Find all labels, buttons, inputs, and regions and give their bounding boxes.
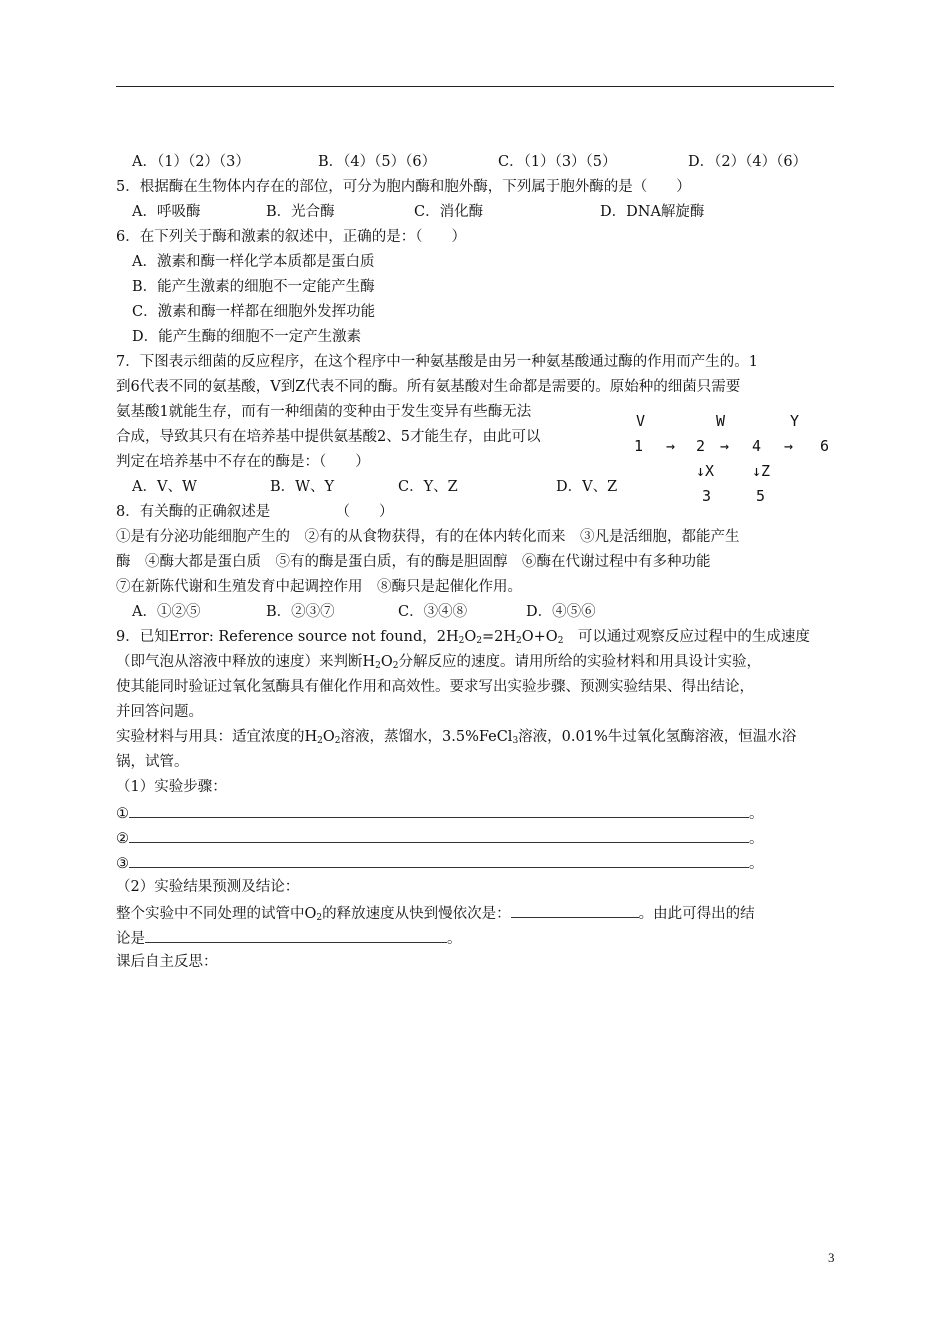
arrow-right-icon: → [666,437,676,455]
q4-option-d: D．（2）（4）（6） [688,154,808,170]
q7-line-1: 7．下图表示细菌的反应程序，在这个程序中一种氨基酸是由另一种氨基酸通过酶的作用而产生的。1 [116,354,758,370]
amino-acid-3: 3 [702,487,712,505]
q8-line-1: ①是有分泌功能细胞产生的 ②有的从食物获得，有的在体内转化而来 ③凡是活细胞，都能产生 [116,529,740,545]
q7-line-4: 合成，导致其只有在培养基中提供氨基酸2、5才能生存，由此可以 [116,429,541,445]
step-2-answer-line: ② 。 [116,827,764,849]
q8-option-d: D．④⑤⑥ [526,604,596,620]
q9-line-1: 9．已知Error: Reference source not found，$2H_2O_2=2H_2O+O_2$ 可以通过观察反应过程中的生成速度 [116,629,810,646]
q5-stem: 5．根据酶在生物体内存在的部位，可分为胞内酶和胞外酶，下列属于胞外酶的是（ ） [116,179,691,195]
q8-stem: 8．有关酶的正确叙述是 （ ） [116,504,394,520]
q6-stem: 6．在下列关于酶和激素的叙述中，正确的是：（ ） [116,229,466,245]
q7-line-5: 判定在培养基中不存在的酶是：（ ） [116,454,370,470]
q7-line-3: 氨基酸1就能生存，而有一种细菌的变种由于发生变异有些酶无法 [116,404,532,420]
step-3-answer-line: ③ 。 [116,852,764,874]
arrow-right-icon: → [784,437,794,455]
q9-line-4: 并回答问题。 [116,704,203,720]
q9-result-line-1: 整个实验中不同处理的试管中$O_2$的释放速度从快到慢依次是： 。由此可得出的结 [116,902,755,924]
q4-option-c: C．（1）（3）（5） [498,154,617,170]
q5-option-a: A．呼吸酶 [132,204,201,220]
step-2-blank[interactable] [129,827,749,843]
amino-acid-2: 2 [696,437,706,455]
q5-option-c: C．消化酶 [414,204,484,220]
q9-materials: 实验材料与用具：适宜浓度的$H_2O_2$溶液，蒸馏水，3.5%FeCl$_3$溶液，0.01%牛过氧化氢酶溶液，恒温水浴 [116,729,797,746]
q6-option-c: C．激素和酶一样都在细胞外发挥功能 [132,304,376,320]
q9-steps-title: （1）实验步骤： [116,779,227,795]
conclusion-blank[interactable] [145,927,447,943]
enzyme-v: V [636,412,646,430]
q9-result-line-2: 论是 。 [116,927,462,949]
enzyme-z: ↓Z [752,462,771,480]
amino-acid-5: 5 [756,487,766,505]
reflection-heading: 课后自主反思： [116,954,218,970]
q5-option-b: B．光合酶 [266,204,335,220]
step-1-answer-line: ① 。 [116,802,764,824]
rate-order-blank[interactable] [511,902,639,918]
q8-option-c: C．③④⑧ [398,604,468,620]
enzyme-x: ↓X [696,462,715,480]
enzyme-pathway-diagram [626,408,841,508]
q6-option-a: A．激素和酶一样化学本质都是蛋白质 [132,254,375,270]
step-1-blank[interactable] [129,802,749,818]
q6-option-b: B．能产生激素的细胞不一定能产生酶 [132,279,375,295]
arrow-right-icon: → [720,437,730,455]
q7-line-2: 到6代表不同的氨基酸，V到Z代表不同的酶。所有氨基酸对生命都是需要的。原始种的细菌只需要 [116,379,741,395]
q5-option-d: D．DNA解旋酶 [600,204,705,220]
header-rule [116,86,834,87]
enzyme-w: W [716,412,726,430]
q9-line-2: （即气泡从溶液中释放的速度）来判断$H_2O_2$分解反应的速度。请用所给的实验材料和用具设计实验， [116,654,762,671]
q8-line-3: ⑦在新陈代谢和生殖发育中起调控作用 ⑧酶只是起催化作用。 [116,579,522,595]
q9-line-3: 使其能同时验证过氧化氢酶具有催化作用和高效性。要求写出实验步骤、预测实验结果、得出结论， [116,679,754,695]
amino-acid-6: 6 [820,437,830,455]
amino-acid-1: 1 [634,437,644,455]
q8-line-2: 酶 ④酶大都是蛋白质 ⑤有的酶是蛋白质，有的酶是胆固醇 ⑥酶在代谢过程中有多种功能 [116,554,711,570]
q9-materials-line-2: 锅，试管。 [116,754,189,770]
page-number: 3 [828,1250,835,1265]
q8-option-a: A．①②⑤ [132,604,201,620]
amino-acid-4: 4 [752,437,762,455]
q7-option-b: B．W、Y [270,479,335,495]
q6-option-d: D．能产生酶的细胞不一定产生激素 [132,329,362,345]
q7-option-a: A．V、W [132,479,197,495]
q7-option-c: C．Y、Z [398,479,458,495]
step-3-blank[interactable] [129,852,749,868]
q8-option-b: B．②③⑦ [266,604,335,620]
q7-option-d: D．V、Z [556,479,618,495]
q4-option-b: B．（4）（5）（6） [318,154,437,170]
enzyme-y: Y [790,412,800,430]
q9-result-title: （2）实验结果预测及结论： [116,879,300,895]
q4-option-a: A．（1）（2）（3） [132,154,250,170]
